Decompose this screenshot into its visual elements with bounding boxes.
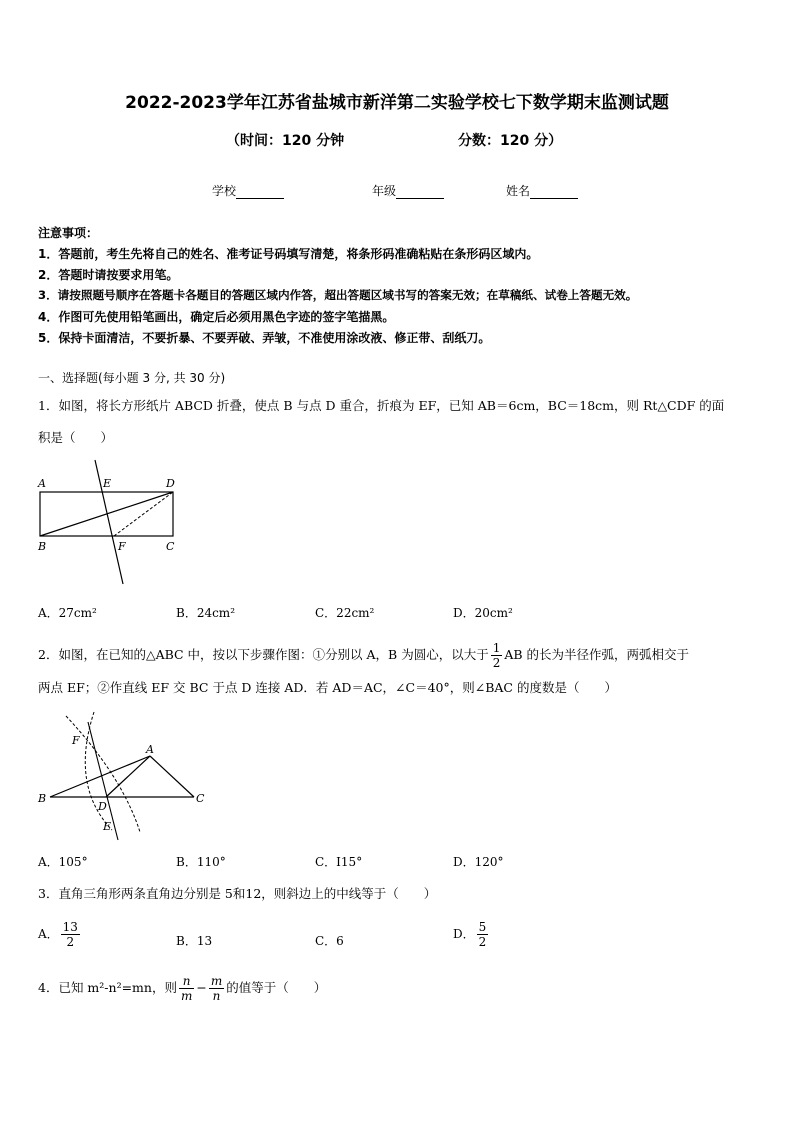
- q2-option-c[interactable]: C．I15°: [315, 855, 363, 869]
- label-f: F: [118, 540, 126, 553]
- q3-option-d[interactable]: D． $\frac{5}{2}$: [453, 920, 487, 949]
- exam-title: 2022-2023学年江苏省盐城市新洋第二实验学校七下数学期末监测试题: [125, 93, 669, 113]
- exam-time: （时间：120 分钟: [226, 133, 345, 149]
- side-ab: [50, 756, 150, 797]
- q3-stem: 3．直角三角形两条直角边分别是 5和12，则斜边上的中线等于（ ）: [38, 886, 437, 901]
- grade-field: 年级: [372, 182, 444, 199]
- q2-option-b[interactable]: B．110°: [176, 855, 226, 869]
- q1-option-d[interactable]: D．20cm²: [453, 606, 513, 620]
- label-b: B: [38, 792, 47, 805]
- label-e: E: [103, 820, 112, 833]
- q2-stem-line1: 2．如图，在已知的△ABC 中，按以下步骤作图：①分别以 A，B 为圆心，以大于 $\frac{1}{2}$ AB 的长为半径作弧，两弧相交于: [38, 641, 690, 670]
- label-a: A: [38, 477, 46, 490]
- label-d: D: [98, 800, 107, 813]
- q1-stem-line1: 1．如图，将长方形纸片 ABCD 折叠，使点 B 与点 D 重合，折痕为 EF，已知 AB＝6cm，BC＝18cm，则 Rt△CDF 的面: [38, 398, 725, 413]
- segment-ad: [106, 756, 150, 797]
- section-heading: 一、选择题(每小题 3 分, 共 30 分): [38, 371, 226, 385]
- side-ac: [150, 756, 194, 797]
- school-field: 学校: [212, 182, 284, 199]
- name-field: 姓名: [506, 182, 578, 199]
- q3-option-a[interactable]: A． $\frac{13}{2}$: [38, 920, 78, 949]
- note-item: 3．请按照题号顺序在答题卡各题目的答题区域内作答，超出答题区域书写的答案无效；在草稿纸、试卷上答题无效。: [38, 288, 638, 302]
- segment-df: [114, 492, 173, 536]
- exam-score: 分数：120 分）: [458, 133, 563, 149]
- note-item: 5．保持卡面清洁，不要折暴、不要弄破、弄皱，不准使用涂改液、修正带、刮纸刀。: [38, 331, 491, 345]
- label-b: B: [38, 540, 47, 553]
- q2-option-d[interactable]: D．120°: [453, 855, 504, 869]
- q4-stem: 4．已知 m²-n²=mn，则 $\frac{n}{m}$ − $\frac{m}{n}$ 的值等于（ ）: [38, 974, 327, 1003]
- q1-stem-line2: 积是（ ）: [38, 430, 114, 445]
- q2-figure: [30, 706, 220, 846]
- label-e: E: [103, 477, 112, 490]
- label-d: D: [166, 477, 175, 490]
- q3-option-b[interactable]: B．13: [176, 934, 213, 948]
- label-c: C: [196, 792, 205, 805]
- note-item: 2．答题时请按要求用笔。: [38, 268, 179, 282]
- q1-option-b[interactable]: B．24cm²: [176, 606, 235, 620]
- note-item: 4．作图可先使用铅笔画出，确定后必须用黑色字迹的签字笔描黑。: [38, 310, 395, 324]
- label-f: F: [72, 734, 80, 747]
- note-item: 1．答题前，考生先将自己的姓名、准考证号码填写清楚，将条形码准确粘贴在条形码区域内。: [38, 247, 539, 261]
- q2-option-a[interactable]: A．105°: [38, 855, 88, 869]
- diagonal-bd: [40, 492, 173, 536]
- label-a: A: [146, 743, 154, 756]
- fraction-half: $\frac{1}{2}$: [492, 641, 501, 670]
- q1-option-c[interactable]: C．22cm²: [315, 606, 375, 620]
- label-c: C: [166, 540, 175, 553]
- q2-stem-line2: 两点 EF；②作直线 EF 交 BC 于点 D 连接 AD．若 AD＝AC，∠C＝40°，则∠BAC 的度数是（ ）: [38, 680, 617, 695]
- q1-option-a[interactable]: A．27cm²: [38, 606, 97, 620]
- notes-heading: 注意事项：: [38, 226, 99, 240]
- q3-option-c[interactable]: C．6: [315, 934, 344, 948]
- q1-figure: [30, 456, 190, 588]
